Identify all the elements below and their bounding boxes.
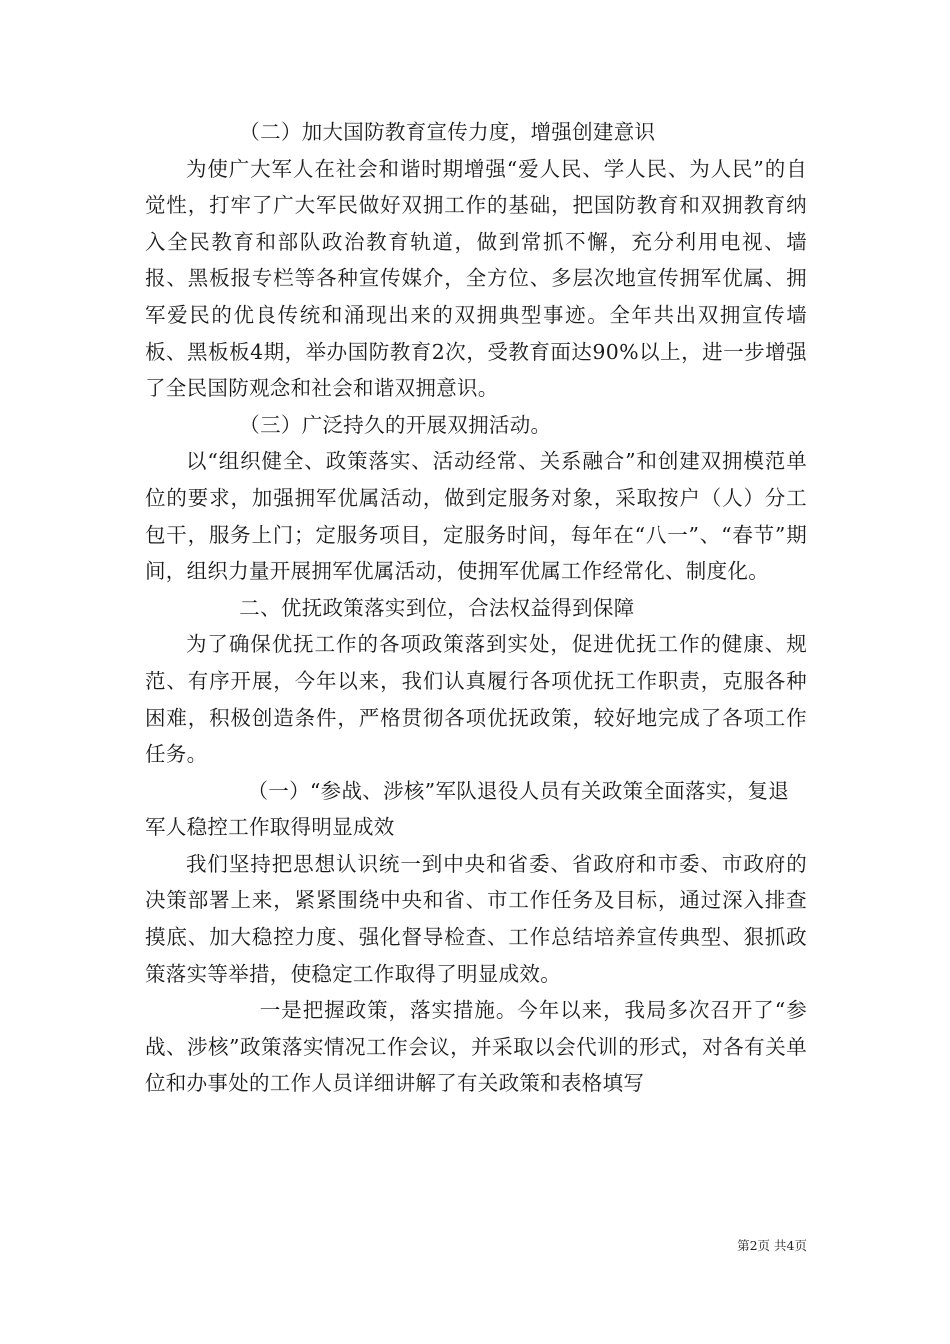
paragraph-stability-work: 我们坚持把思想认识统一到中央和省委、省政府和市委、市政府的决策部署上来，紧紧围绕中央和省、市工作任务及目标，通过深入排查摸底、加大稳控力度、强化督导检查、工作总结培养宣传典型、狠抓政策落实等举措，使稳定工作取得了明显成效。 xyxy=(145,851,807,986)
paragraph-policy-implementation: 为了确保优抚工作的各项政策落到实处，促进优抚工作的健康、规范、有序开展，今年以来，我们认真履行各项优抚工作职责，克服各种困难，积极创造条件，严格贯彻各项优抚政策，较好地完成了各项工作任务。 xyxy=(145,632,807,767)
document-body xyxy=(145,114,807,1102)
section-heading-3: （三）广泛持久的开展双拥活动。 xyxy=(239,412,552,437)
paragraph-item-one: 一是把握政策，落实措施。今年以来，我局多次召开了“参战、涉核”政策落实情况工作会议，并采取以会代训的形式，对各有关单位和办事处的工作人员详细讲解了有关政策和表格填写 xyxy=(145,998,807,1096)
section-heading-2: （二）加大国防教育宣传力度，增强创建意识 xyxy=(239,120,656,144)
chapter-heading-2: 二、优抚政策落实到位，合法权益得到保障 xyxy=(239,595,635,620)
subsection-heading-1: （一）“参战、涉核”军队退役人员有关政策全面落实，复退军人稳控工作取得明显成效 xyxy=(145,778,790,840)
paragraph-double-support-activities: 以“组织健全、政策落实、活动经常、关系融合”和创建双拥模范单位的要求，加强拥军优属活动，做到定服务对象，采取按户（人）分工包干，服务上门；定服务项目，定服务时间，每年在“八一”、“春节”期间，组织力量开展拥军优属活动，使拥军优属工作经常化、制度化。 xyxy=(145,449,807,584)
paragraph-national-defense-education: 为使广大军人在社会和谐时期增强“爱人民、学人民、为人民”的自觉性，打牢了广大军民做好双拥工作的基础，把国防教育和双拥教育纳入全民教育和部队政治教育轨道，做到常抓不懈，充分利用电视、墙报、黑板报专栏等各种宣传媒介，全方位、多层次地宣传拥军优属、拥军爱民的优良传统和涌现出来的双拥典型事迹。全年共出双拥宣传墙板、黑板板4期，举办国防教育2次，受教育面达90%以上，进一步增强了全民国防观念和社会和谐双拥意识。 xyxy=(145,156,807,401)
page-number: 第2页 共4页 xyxy=(737,1238,807,1253)
